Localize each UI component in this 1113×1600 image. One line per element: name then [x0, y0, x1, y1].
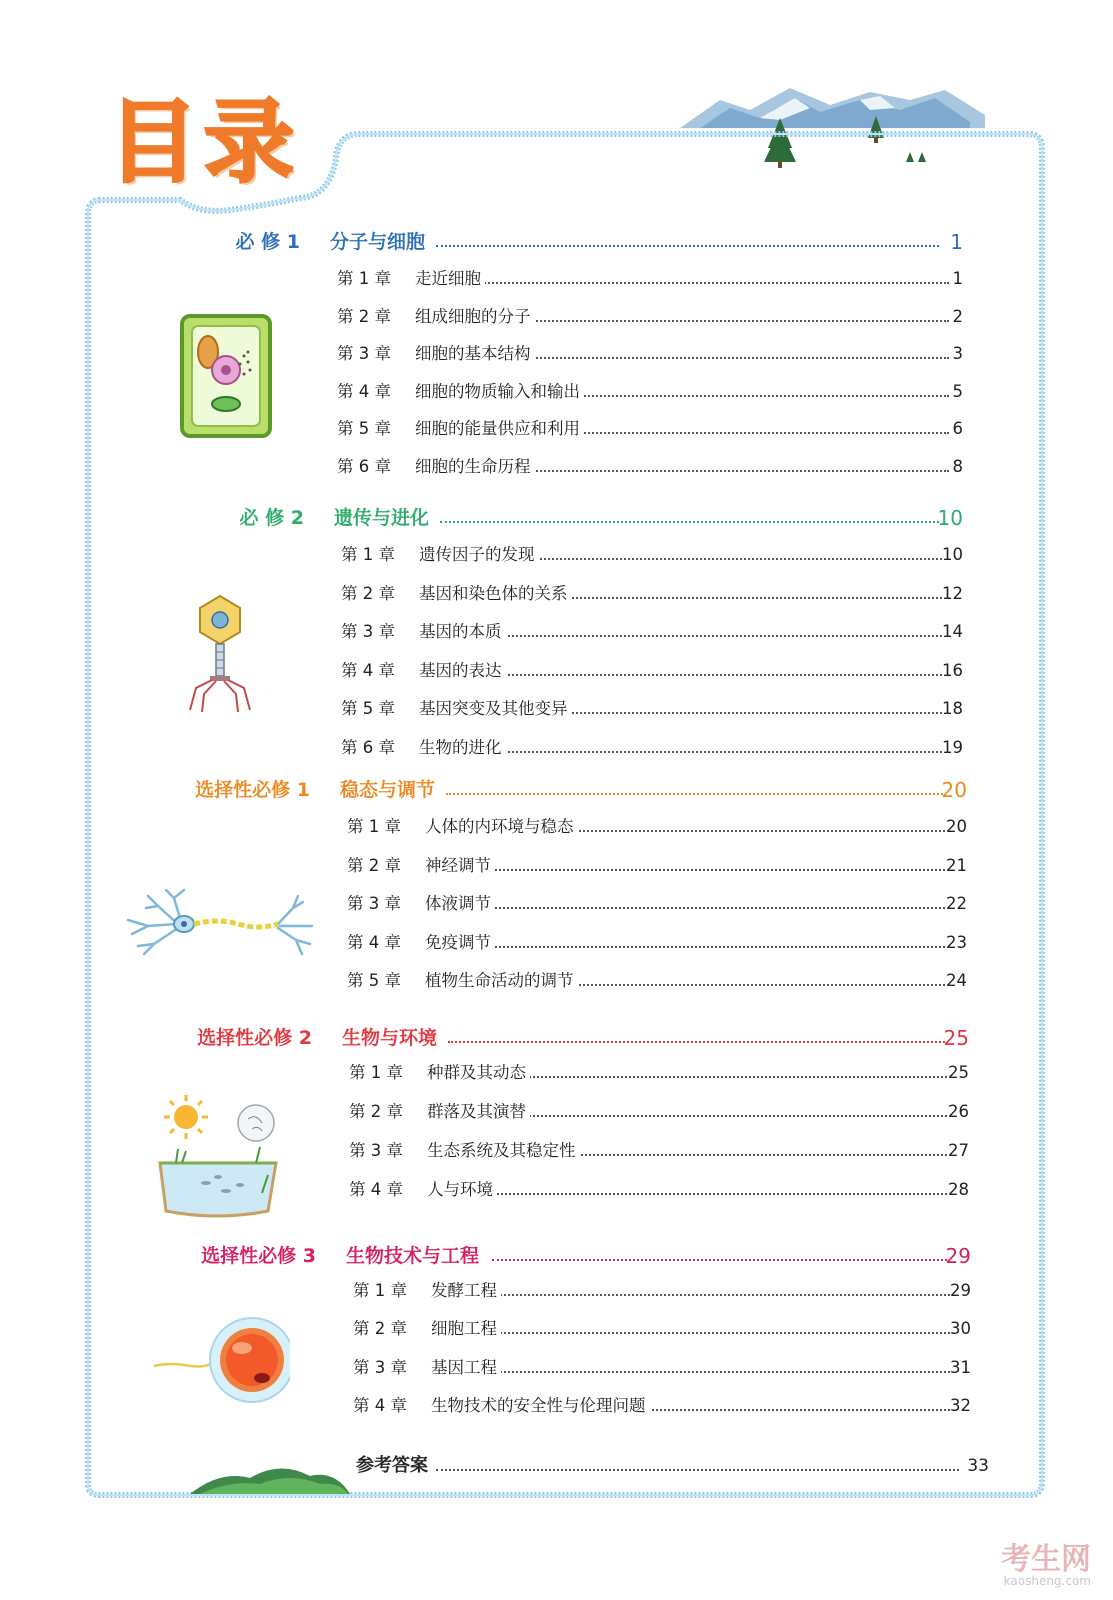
chapter-row[interactable] — [353, 1278, 971, 1304]
chapter-page-number: 2 — [953, 304, 964, 330]
chapter-number: 第 1 章 — [341, 545, 395, 564]
chapter-page-number: 18 — [942, 696, 963, 722]
chapter-row[interactable] — [337, 379, 963, 405]
dot-leader — [433, 1332, 957, 1334]
chapter-page-number: 28 — [948, 1177, 969, 1203]
section-title: 生物与环境 — [342, 1027, 438, 1049]
dot-leader — [433, 1371, 957, 1373]
chapter-number: 第 4 章 — [337, 381, 391, 401]
chapter-row[interactable] — [353, 1316, 971, 1342]
chapter-row[interactable] — [337, 416, 963, 442]
chapter-number: 第 5 章 — [341, 699, 395, 719]
neuron-illustration — [118, 888, 318, 958]
chapter-row[interactable] — [337, 454, 963, 480]
chapter-row[interactable] — [347, 891, 967, 917]
chapter-row[interactable] — [349, 1138, 969, 1164]
section-title: 遗传与进化 — [334, 507, 430, 529]
chapter-title: 走近细胞 — [415, 266, 485, 292]
chapter-title: 基因的本质 — [419, 619, 506, 645]
section-heading[interactable] — [112, 1024, 969, 1052]
chapter-number: 第 3 章 — [349, 1141, 403, 1160]
chapter-row[interactable] — [341, 658, 963, 684]
grass-decoration — [190, 1468, 350, 1494]
chapter-page-number: 26 — [948, 1099, 969, 1125]
chapter-title: 生物技术的安全性与伦理问题 — [431, 1393, 650, 1419]
chapter-page-number: 12 — [942, 581, 963, 607]
chapter-number: 第 2 章 — [349, 1102, 403, 1121]
pond-ecosystem-illustration — [156, 1093, 280, 1223]
chapter-title: 体液调节 — [425, 891, 495, 917]
chapter-page-number: 25 — [948, 1060, 969, 1086]
chapter-number: 第 1 章 — [347, 817, 401, 836]
chapter-number: 第 4 章 — [353, 1396, 407, 1416]
chapter-number: 第 2 章 — [347, 855, 401, 875]
answers-row[interactable] — [356, 1452, 989, 1480]
chapter-title: 基因和染色体的关系 — [419, 581, 572, 607]
chapter-title: 组成细胞的分子 — [415, 304, 535, 330]
section-page-number: 1 — [950, 230, 963, 254]
chapter-title: 基因的表达 — [419, 658, 506, 684]
section-page-number: 25 — [943, 1026, 969, 1050]
chapter-row[interactable] — [347, 968, 967, 994]
section-label: 选择性必修 3 — [201, 1245, 316, 1267]
chapter-number: 第 6 章 — [337, 457, 391, 476]
chapter-page-number: 16 — [942, 658, 963, 684]
chapter-row[interactable] — [337, 341, 963, 367]
section-page-number: 10 — [937, 506, 963, 530]
egg-cell-illustration — [150, 1308, 290, 1408]
chapter-page-number: 1 — [953, 266, 964, 292]
chapter-page-number: 22 — [946, 891, 967, 917]
chapter-page-number: 14 — [942, 619, 963, 645]
watermark — [1001, 1534, 1091, 1588]
chapter-page-number: 31 — [950, 1355, 971, 1381]
section-heading[interactable] — [110, 776, 967, 804]
chapter-row[interactable] — [341, 542, 963, 568]
watermark-url: kaosheng.com — [1003, 1574, 1091, 1588]
section-label: 必 修 1 — [235, 231, 300, 253]
chapter-page-number: 19 — [942, 735, 963, 761]
chapter-number: 第 3 章 — [347, 894, 401, 914]
chapter-row[interactable] — [349, 1177, 969, 1203]
chapter-number: 第 4 章 — [341, 660, 395, 680]
plant-cell-illustration — [178, 312, 274, 440]
chapter-page-number: 6 — [953, 416, 964, 442]
chapter-page-number: 8 — [953, 454, 964, 480]
section-title: 稳态与调节 — [340, 779, 436, 801]
dot-leader — [492, 1259, 947, 1261]
chapter-page-number: 21 — [946, 853, 967, 879]
chapter-row[interactable] — [341, 735, 963, 761]
chapter-number: 第 2 章 — [341, 583, 395, 603]
section-label: 选择性必修 1 — [195, 779, 310, 801]
chapter-title: 人体的内环境与稳态 — [425, 814, 578, 840]
section-title: 生物技术与工程 — [346, 1245, 480, 1267]
dot-leader — [427, 907, 953, 909]
dot-leader — [429, 1193, 955, 1195]
chapter-page-number: 5 — [953, 379, 964, 405]
chapter-number: 第 1 章 — [349, 1063, 403, 1082]
chapter-row[interactable] — [353, 1355, 971, 1381]
chapter-number: 第 1 章 — [337, 269, 391, 288]
chapter-page-number: 27 — [948, 1138, 969, 1164]
chapter-title: 细胞的物质输入和输出 — [415, 379, 584, 405]
chapter-number: 第 1 章 — [353, 1281, 407, 1300]
answers-title: 参考答案 — [356, 1452, 432, 1480]
chapter-row[interactable] — [341, 581, 963, 607]
chapter-row[interactable] — [353, 1393, 971, 1419]
chapter-row[interactable] — [347, 930, 967, 956]
chapter-number: 第 3 章 — [353, 1357, 407, 1377]
chapter-page-number: 32 — [950, 1393, 971, 1419]
chapter-number: 第 5 章 — [337, 419, 391, 439]
chapter-title: 发酵工程 — [431, 1278, 501, 1304]
chapter-page-number: 10 — [942, 542, 963, 568]
chapter-page-number: 30 — [950, 1316, 971, 1342]
chapter-page-number: 24 — [946, 968, 967, 994]
dot-leader — [417, 282, 949, 284]
chapter-title: 免疫调节 — [425, 930, 495, 956]
chapter-title: 遗传因子的发现 — [419, 542, 539, 568]
dot-leader — [436, 1469, 959, 1471]
dot-leader — [436, 245, 939, 247]
dot-leader — [448, 1041, 945, 1043]
chapter-page-number: 3 — [953, 341, 964, 367]
chapter-row[interactable] — [347, 814, 967, 840]
section-label: 选择性必修 2 — [197, 1027, 312, 1049]
section-page-number: 20 — [941, 778, 967, 802]
bacteriophage-illustration — [182, 592, 258, 716]
dot-leader — [446, 793, 943, 795]
chapter-title: 人与环境 — [427, 1177, 497, 1203]
section-label: 必 修 2 — [239, 507, 304, 529]
mountains-decoration — [680, 88, 985, 128]
section-heading[interactable] — [104, 504, 963, 532]
page-title: 目录 — [108, 90, 300, 195]
chapter-number: 第 5 章 — [347, 971, 401, 991]
section-heading[interactable] — [100, 228, 963, 256]
chapter-row[interactable] — [337, 304, 963, 330]
chapter-title: 细胞的生命历程 — [415, 454, 535, 480]
chapter-page-number: 23 — [946, 930, 967, 956]
chapter-number: 第 3 章 — [341, 622, 395, 642]
chapter-title: 生态系统及其稳定性 — [427, 1138, 580, 1164]
chapter-row[interactable] — [347, 853, 967, 879]
dot-leader — [440, 521, 939, 523]
chapter-title: 神经调节 — [425, 853, 495, 879]
chapter-page-number: 29 — [950, 1278, 971, 1304]
section-heading[interactable] — [116, 1242, 971, 1270]
chapter-title: 基因突变及其他变异 — [419, 696, 572, 722]
chapter-number: 第 2 章 — [337, 306, 391, 326]
chapter-title: 基因工程 — [431, 1355, 501, 1381]
section-title: 分子与细胞 — [330, 231, 426, 253]
chapter-title: 群落及其演替 — [427, 1099, 530, 1125]
chapter-row[interactable] — [341, 619, 963, 645]
answers-page-number: 33 — [967, 1452, 989, 1480]
chapter-row[interactable] — [341, 696, 963, 722]
chapter-number: 第 6 章 — [341, 738, 395, 757]
chapter-number: 第 4 章 — [347, 932, 401, 952]
chapter-title: 生物的进化 — [419, 735, 506, 761]
dot-leader — [427, 946, 953, 948]
chapter-title: 植物生命活动的调节 — [425, 968, 578, 994]
chapter-row[interactable] — [337, 266, 963, 292]
chapter-row[interactable] — [349, 1099, 969, 1125]
chapter-number: 第 3 章 — [337, 344, 391, 364]
dot-leader — [427, 869, 953, 871]
chapter-title: 细胞的能量供应和利用 — [415, 416, 584, 442]
chapter-page-number: 20 — [946, 814, 967, 840]
chapter-row[interactable] — [349, 1060, 969, 1086]
chapter-title: 种群及其动态 — [427, 1060, 530, 1086]
dot-leader — [433, 1294, 957, 1296]
sun-icon — [164, 1095, 208, 1139]
chapter-number: 第 4 章 — [349, 1180, 403, 1199]
chapter-number: 第 2 章 — [353, 1319, 407, 1339]
chapter-title: 细胞的基本结构 — [415, 341, 535, 367]
chapter-title: 细胞工程 — [431, 1316, 501, 1342]
watermark-logo: 考生网 — [1001, 1542, 1091, 1577]
section-page-number: 29 — [945, 1244, 971, 1268]
